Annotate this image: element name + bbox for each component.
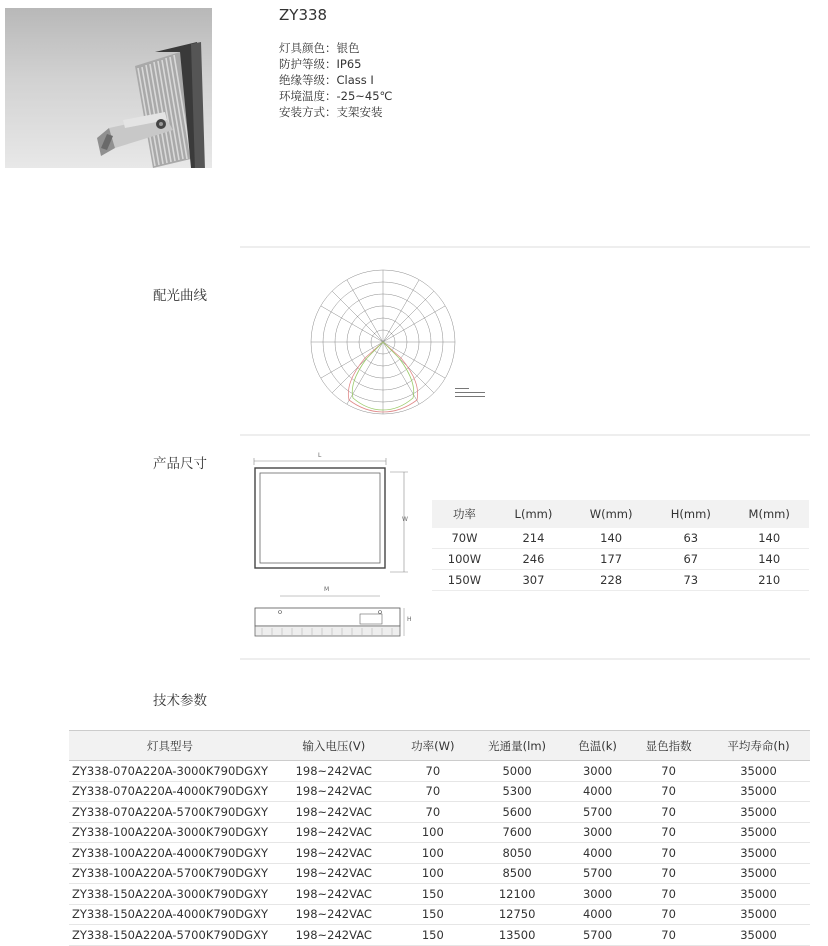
tech-table-header	[69, 731, 810, 761]
floodlight-image	[5, 8, 212, 168]
table-row: ZY338-070A220A-5700K790DGXY 198~242VAC 70 5600 5700 70 35000	[69, 802, 810, 823]
side-view-drawing	[252, 592, 412, 642]
table-row: ZY338-100A220A-4000K790DGXY 198~242VAC 100 8050 4000 70 35000	[69, 843, 810, 864]
spec-color: 灯具颜色：银色	[279, 41, 360, 55]
table-row: ZY338-070A220A-3000K790DGXY 198~242VAC 70 5000 3000 70 35000	[69, 761, 810, 782]
dimension-drawing-top	[252, 452, 412, 576]
spec-installation: 安装方式：支架安装	[279, 105, 383, 119]
spec-list	[279, 40, 392, 120]
size-col-l: L(mm)	[497, 500, 570, 528]
tech-params-table	[69, 730, 810, 946]
section-divider	[240, 658, 810, 660]
tech-col-lifetime: 平均寿命(h)	[707, 731, 810, 761]
table-row: ZY338-070A220A-4000K790DGXY 198~242VAC 70 5300 4000 70 35000	[69, 781, 810, 802]
spec-temperature: 环境温度：-25~45℃	[279, 89, 393, 103]
dimension-drawing-side	[252, 586, 412, 642]
table-row: ZY338-150A220A-5700K790DGXY 198~242VAC 150 13500 5700 70 35000	[69, 925, 810, 946]
spec-insulation: 绝缘等级：Class I	[279, 73, 374, 87]
section-divider	[240, 246, 810, 248]
dim-label-h: H	[407, 616, 412, 623]
size-table	[432, 500, 809, 591]
product-photo	[5, 8, 212, 168]
table-row: 70W 214 140 63 140	[432, 528, 809, 549]
spec-ip-rating: 防护等级：IP65	[279, 57, 362, 71]
polar-curve-graphic	[305, 262, 515, 427]
top-view-drawing	[252, 456, 412, 576]
tech-col-voltage: 输入电压(V)	[271, 731, 397, 761]
tech-col-power: 功率(W)	[397, 731, 470, 761]
tech-col-cct: 色温(k)	[565, 731, 630, 761]
dim-label-l: L	[318, 452, 322, 459]
table-row: ZY338-150A220A-4000K790DGXY 198~242VAC 150 12750 4000 70 35000	[69, 904, 810, 925]
section-title-light-curve: 配光曲线	[153, 288, 207, 304]
light-distribution-curve	[305, 262, 515, 427]
table-row: 150W 307 228 73 210	[432, 570, 809, 591]
size-table-header	[432, 500, 809, 528]
size-col-m: M(mm)	[729, 500, 809, 528]
size-col-power: 功率	[432, 500, 497, 528]
section-title-tech-params: 技术参数	[153, 693, 207, 709]
table-row: 100W 246 177 67 140	[432, 549, 809, 570]
tech-col-flux: 光通量(lm)	[469, 731, 565, 761]
tech-col-model: 灯具型号	[69, 731, 271, 761]
section-title-dimensions: 产品尺寸	[153, 456, 207, 472]
table-row: ZY338-150A220A-3000K790DGXY 198~242VAC 150 12100 3000 70 35000	[69, 884, 810, 905]
table-row: ZY338-100A220A-3000K790DGXY 198~242VAC 100 7600 3000 70 35000	[69, 822, 810, 843]
tech-col-cri: 显色指数	[630, 731, 707, 761]
dim-label-w: W	[402, 516, 408, 523]
size-col-w: W(mm)	[570, 500, 652, 528]
product-title: ZY338	[279, 6, 328, 24]
dim-label-m: M	[324, 586, 330, 593]
size-col-h: H(mm)	[652, 500, 729, 528]
table-row: ZY338-100A220A-5700K790DGXY 198~242VAC 100 8500 5700 70 35000	[69, 863, 810, 884]
section-divider	[240, 434, 810, 436]
